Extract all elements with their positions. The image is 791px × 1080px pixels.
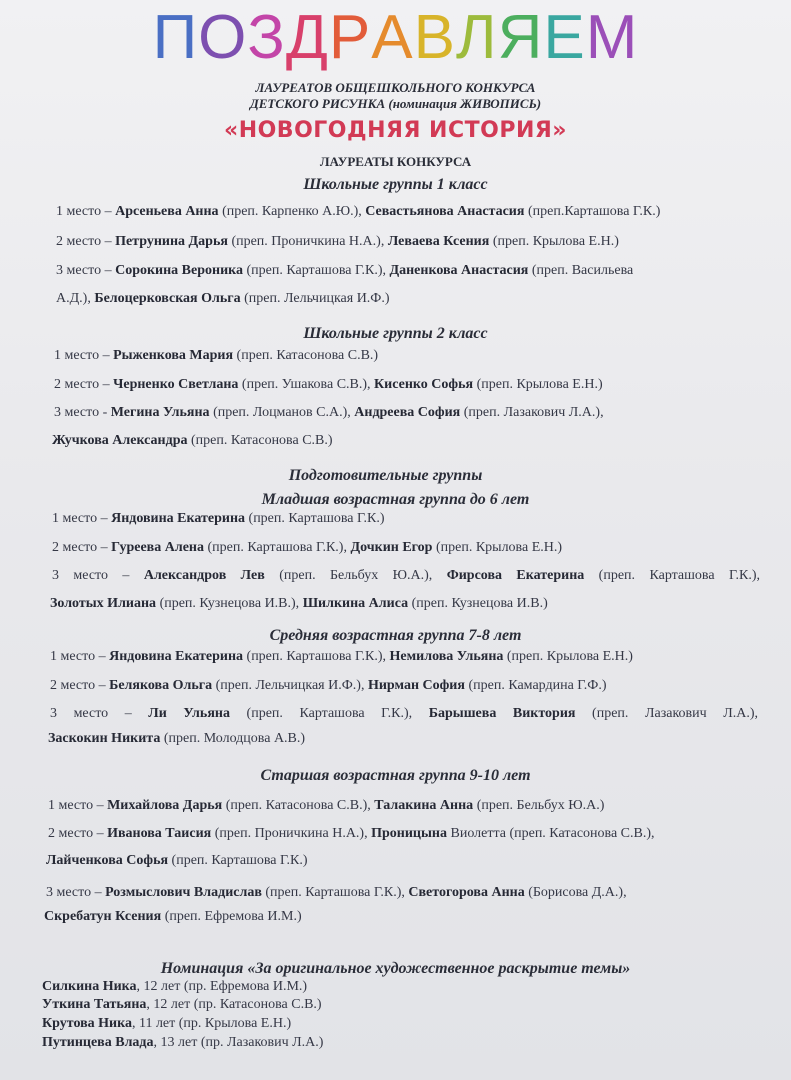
entry-line [44, 908, 302, 926]
title-letter: О [198, 3, 248, 72]
entry-text: (преп. Крылова Е.Н.) [473, 377, 603, 392]
laureate-name: Шилкина Алиса [302, 596, 409, 611]
entry-line [54, 376, 603, 394]
subtitle-line-2: ДЕТСКОГО РИСУНКА (номинация ЖИВОПИСЬ) [249, 96, 542, 111]
subtitle-line-1: ЛАУРЕАТОВ ОБЩЕШКОЛЬНОГО КОНКУРСА [255, 80, 536, 95]
entry-line [48, 730, 305, 748]
entry-text: , 13 лет (пр. Лазакович Л.А.) [153, 1035, 324, 1050]
section-heading-middle: Средняя возрастная группа 7-8 лет [269, 627, 522, 644]
entry-line [48, 797, 604, 815]
section-heading-grade2: Школьные группы 2 класс [303, 325, 488, 342]
entry-text: , 11 лет (пр. Крылова Е.Н.) [131, 1016, 292, 1031]
entry-text: (преп. Васильева [528, 263, 634, 278]
laureate-name: Черненко Светлана [113, 377, 239, 392]
entry-line [56, 203, 660, 221]
entry-text: (преп. Лоцманов С.А.), [209, 405, 355, 420]
laureate-name: Крутова Ника [42, 1016, 132, 1031]
entry-text: (преп. Лельчицкая И.Ф.) [240, 291, 390, 306]
entry-text: (преп. Лазакович Л.А.), [460, 405, 604, 420]
entry-text: (преп. Бельбух Ю.А.) [473, 798, 605, 813]
entry-line [42, 1015, 291, 1033]
entry-text: (преп. Крылова Е.Н.) [489, 234, 619, 249]
section-heading-nomination: Номинация «За оригинальное художественное раскрытие темы» [160, 960, 631, 977]
laureate-name: Даненкова Анастасия [389, 263, 529, 278]
laureate-name: Мегина Ульяна [110, 405, 210, 420]
entry-line [56, 262, 633, 280]
entry-text: 2 место – [54, 377, 114, 392]
entry-text: (преп. Карташова Г.К.), [584, 568, 760, 583]
entry-text: (преп. Карташова Г.К.), [229, 706, 429, 721]
laureate-name: Барышева Виктория [428, 706, 576, 721]
entry-text: 1 место – [52, 511, 112, 526]
laureate-name: Михайлова Дарья [107, 798, 223, 813]
entry-text: (преп. Кузнецова И.В.) [408, 596, 548, 611]
laureate-name: Силкина Ника [42, 979, 137, 994]
entry-line [52, 432, 333, 450]
entry-text: (преп. Карташова Г.К.), [203, 540, 351, 555]
laureate-name: Проницына [371, 826, 447, 841]
entry-line [50, 705, 758, 723]
laureate-name: Севастьянова Анастасия [365, 204, 525, 219]
entry-line [52, 539, 562, 557]
entry-text: 3 место - [54, 405, 111, 420]
entry-text: 3 место – [46, 885, 106, 900]
laureate-name: Гуреева Алена [111, 540, 204, 555]
entry-text: (преп.Карташова Г.К.) [524, 204, 661, 219]
laureate-name: Андреева София [354, 405, 461, 420]
entry-text: (преп. Карпенко А.Ю.), [218, 204, 366, 219]
section-heading-junior: Младшая возрастная группа до 6 лет [261, 491, 530, 508]
laureate-name: Жучкова Александра [52, 433, 188, 448]
section-heading-grade1: Школьные группы 1 класс [303, 176, 488, 193]
entry-line [46, 852, 308, 870]
laureate-name: Уткина Татьяна [42, 997, 147, 1012]
entry-line [42, 1034, 323, 1052]
title-letter: А [371, 3, 414, 72]
laureate-name: Путинцева Влада [42, 1035, 154, 1050]
entry-text: 2 место – [50, 678, 110, 693]
laureate-name: Иванова Таисия [107, 826, 212, 841]
laureate-name: Петрунина Дарья [115, 234, 228, 249]
entry-text: (преп. Карташова Г.К.), [243, 649, 390, 664]
entry-text: (Борисова Д.А.), [524, 885, 627, 900]
entry-text: 2 место – [56, 234, 116, 249]
entry-text: (преп. Карташова Г.К.) [245, 511, 385, 526]
title-letter: Я [497, 3, 544, 72]
entry-line [56, 233, 619, 251]
laureate-name: Заскокин Никита [48, 731, 161, 746]
title-letter: Л [455, 3, 498, 72]
title-letter: Д [285, 3, 329, 72]
laureate-name: Белоцерковская Ольга [94, 291, 241, 306]
entry-line [52, 510, 385, 528]
contest-name: «НОВОГОДНЯЯ ИСТОРИЯ» [223, 118, 568, 143]
title-letter: В [413, 3, 456, 72]
entry-text: (преп. Проничкина Н.А.), [227, 234, 388, 249]
entry-line [50, 648, 633, 666]
entry-text: (преп. Проничкина Н.А.), [211, 826, 372, 841]
entry-text: 1 место – [48, 798, 108, 813]
laureate-name: Рыженкова Мария [113, 348, 234, 363]
entry-text: (преп. Катасонова С.В.) [187, 433, 333, 448]
entry-text: Виолетта (преп. Катасонова С.В.), [446, 826, 655, 841]
laureates-heading: ЛАУРЕАТЫ КОНКУРСА [319, 154, 472, 169]
entry-line [56, 290, 390, 308]
laureate-name: Скребатун Ксения [44, 909, 162, 924]
entry-text: 3 место – [50, 706, 149, 721]
entry-text: (преп. Крылова Е.Н.) [503, 649, 633, 664]
laureate-name: Лайченкова Софья [46, 853, 169, 868]
entry-line [54, 347, 378, 365]
entry-text: (преп. Молодцова А.В.) [160, 731, 306, 746]
entry-text: , 12 лет (пр. Катасонова С.В.) [146, 997, 322, 1012]
title-letter: Р [328, 3, 372, 72]
entry-text: (преп. Кузнецова И.В.), [156, 596, 303, 611]
entry-text: 3 место – [56, 263, 116, 278]
title-letter: М [585, 3, 639, 72]
laureate-name: Сорокина Вероника [115, 263, 243, 278]
laureate-name: Арсеньева Анна [115, 204, 219, 219]
entry-line [52, 567, 760, 585]
entry-line [42, 996, 322, 1014]
entry-line [50, 595, 548, 613]
laureate-name: Нирман София [367, 678, 465, 693]
entry-text: 1 место – [50, 649, 110, 664]
laureate-name: Яндовина Екатерина [109, 649, 244, 664]
entry-text: (преп. Бельбух Ю.А.), [264, 568, 447, 583]
laureate-name: Розмыслович Владислав [105, 885, 262, 900]
laureate-name: Ли Ульяна [148, 706, 230, 721]
entry-text: , 12 лет (пр. Ефремова И.М.) [136, 979, 308, 994]
laureate-name: Александров Лев [143, 568, 265, 583]
laureate-name: Дочкин Егор [350, 540, 433, 555]
entry-text: (преп. Карташова Г.К.), [243, 263, 390, 278]
laureate-name: Золотых Илиана [50, 596, 157, 611]
entry-text: 2 место – [52, 540, 112, 555]
title-letter: З [247, 3, 286, 72]
entry-text: (преп. Катасонова С.В.) [233, 348, 379, 363]
entry-text: (преп. Ефремова И.М.) [161, 909, 302, 924]
entry-text: (преп. Лазакович Л.А.), [575, 706, 759, 721]
section-heading-prep: Подготовительные группы [288, 467, 483, 484]
laureate-name: Немилова Ульяна [389, 649, 504, 664]
entry-text: А.Д.), [56, 291, 95, 306]
entry-text: (преп. Катасонова С.В.), [222, 798, 375, 813]
section-heading-senior: Старшая возрастная группа 9-10 лет [260, 767, 531, 784]
entry-line [42, 978, 307, 996]
entry-line [46, 884, 627, 902]
entry-text: (преп. Карташова Г.К.), [261, 885, 409, 900]
entry-text: 3 место – [52, 568, 144, 583]
entry-text: 1 место – [54, 348, 114, 363]
laureate-name: Фирсова Екатерина [446, 568, 585, 583]
title-congratulate [0, 3, 791, 72]
entry-line [54, 404, 604, 422]
entry-text: (преп. Карташова Г.К.) [168, 853, 308, 868]
laureate-name: Светогорова Анна [408, 885, 525, 900]
entry-text: (преп. Крылова Е.Н.) [432, 540, 563, 555]
entry-text: (преп. Камардина Г.Ф.) [464, 678, 607, 693]
entry-text: (преп. Ушакова С.В.), [238, 377, 375, 392]
laureate-name: Яндовина Екатерина [111, 511, 246, 526]
entry-line [48, 825, 655, 843]
entry-line [50, 677, 607, 695]
laureate-name: Талакина Анна [374, 798, 474, 813]
laureate-name: Кисенко Софья [374, 377, 474, 392]
title-letter: П [152, 3, 199, 72]
entry-text: 2 место – [48, 826, 108, 841]
laureate-name: Леваева Ксения [387, 234, 490, 249]
laureate-name: Белякова Ольга [109, 678, 213, 693]
title-letter: Е [543, 3, 586, 72]
entry-text: 1 место – [56, 204, 116, 219]
entry-text: (преп. Лельчицкая И.Ф.), [212, 678, 368, 693]
